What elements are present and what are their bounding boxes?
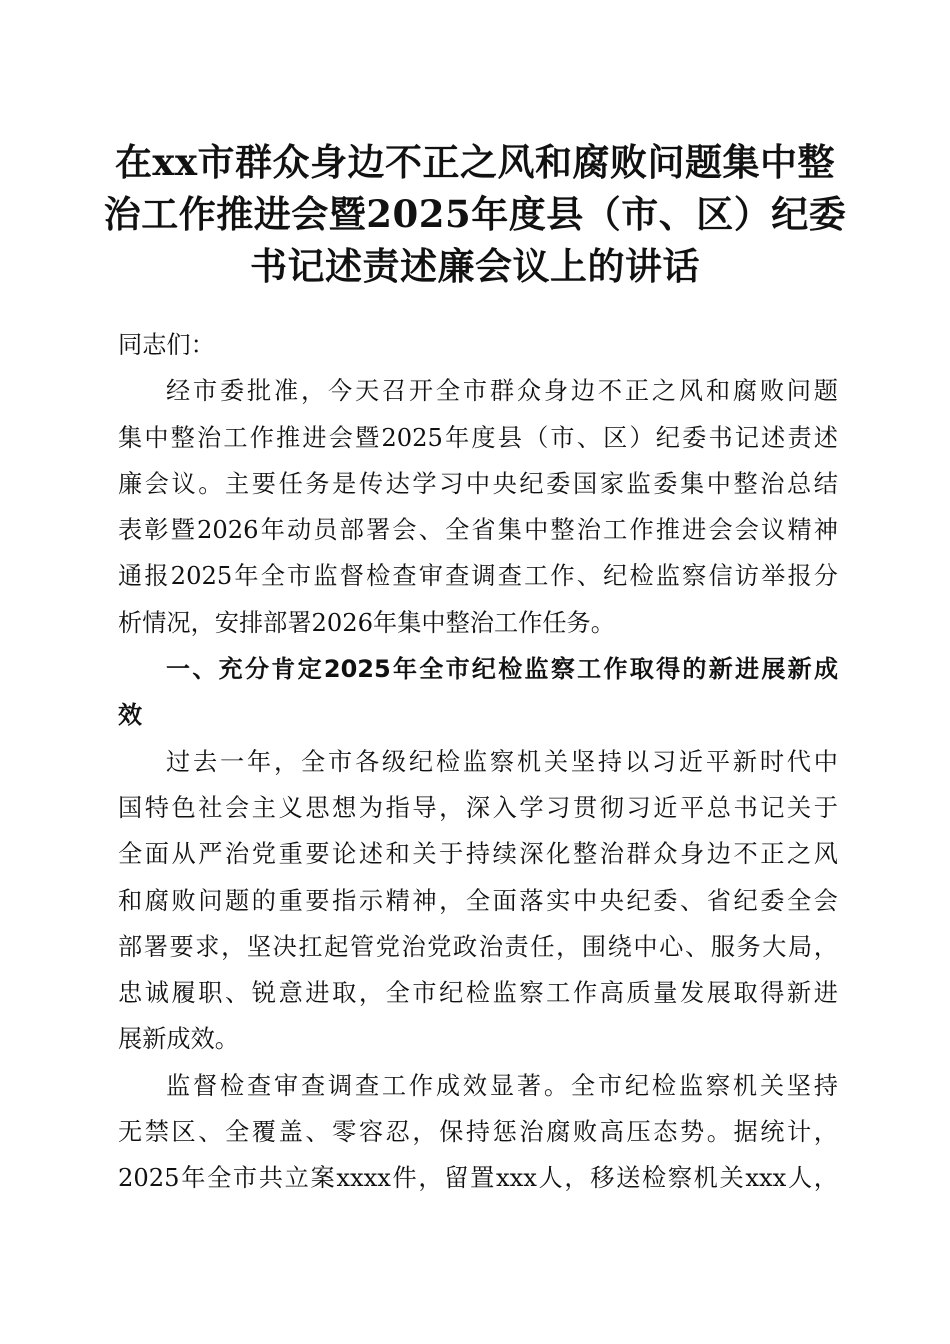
text-line: 2025年全市共立案xxxx件，留置xxx人，移送检察机关xxx人， (118, 1164, 838, 1193)
text-line: 通报2025年全市监督检查审查调查工作、纪检监察信访举报分 (118, 562, 838, 591)
title-line: 在xx市群众身边不正之风和腐败问题集中整 (114, 140, 836, 184)
text-line: 经市委批准，今天召开全市群众身边不正之风和腐败问题 (166, 377, 838, 406)
text-line: 展新成效。 (118, 1025, 239, 1054)
heading-line: 效 (118, 701, 142, 730)
text-line: 无禁区、全覆盖、零容忍，保持惩治腐败高压态势。据统计， (118, 1118, 838, 1147)
text-line: 表彰暨2026年动员部署会、全省集中整治工作推进会会议精神 (118, 516, 838, 545)
text-line: 廉会议。主要任务是传达学习中央纪委国家监委集中整治总结 (118, 469, 838, 498)
title-line: 书记述责述廉会议上的讲话 (250, 244, 700, 288)
heading-line: 一、充分肯定2025年全市纪检监察工作取得的新进展新成 (166, 655, 838, 684)
text-line: 监督检查审查调查工作成效显著。全市纪检监察机关坚持 (166, 1071, 838, 1100)
document-body (118, 322, 838, 1202)
text-line: 析情况，安排部署2026年集中整治工作任务。 (118, 608, 615, 637)
section-paragraph (118, 1063, 838, 1202)
text-line: 集中整治工作推进会暨2025年度县（市、区）纪委书记述责述 (118, 423, 838, 452)
salutation: 同志们： (118, 331, 215, 359)
intro-paragraph (118, 368, 838, 646)
text-line: 过去一年，全市各级纪检监察机关坚持以习近平新时代中 (166, 747, 838, 776)
section-paragraph (118, 739, 838, 1063)
title-line: 治工作推进会暨2025年度县（市、区）纪委 (103, 192, 847, 236)
text-line: 忠诚履职、锐意进取，全市纪检监察工作高质量发展取得新进 (118, 979, 838, 1008)
document-title (100, 136, 850, 292)
text-line: 部署要求，坚决扛起管党治党政治责任，围绕中心、服务大局， (118, 932, 838, 961)
text-line: 和腐败问题的重要指示精神，全面落实中央纪委、省纪委全会 (118, 886, 838, 915)
section-heading (118, 646, 838, 739)
text-line: 全面从严治党重要论述和关于持续深化整治群众身边不正之风 (118, 840, 838, 869)
text-line: 国特色社会主义思想为指导，深入学习贯彻习近平总书记关于 (118, 793, 838, 822)
